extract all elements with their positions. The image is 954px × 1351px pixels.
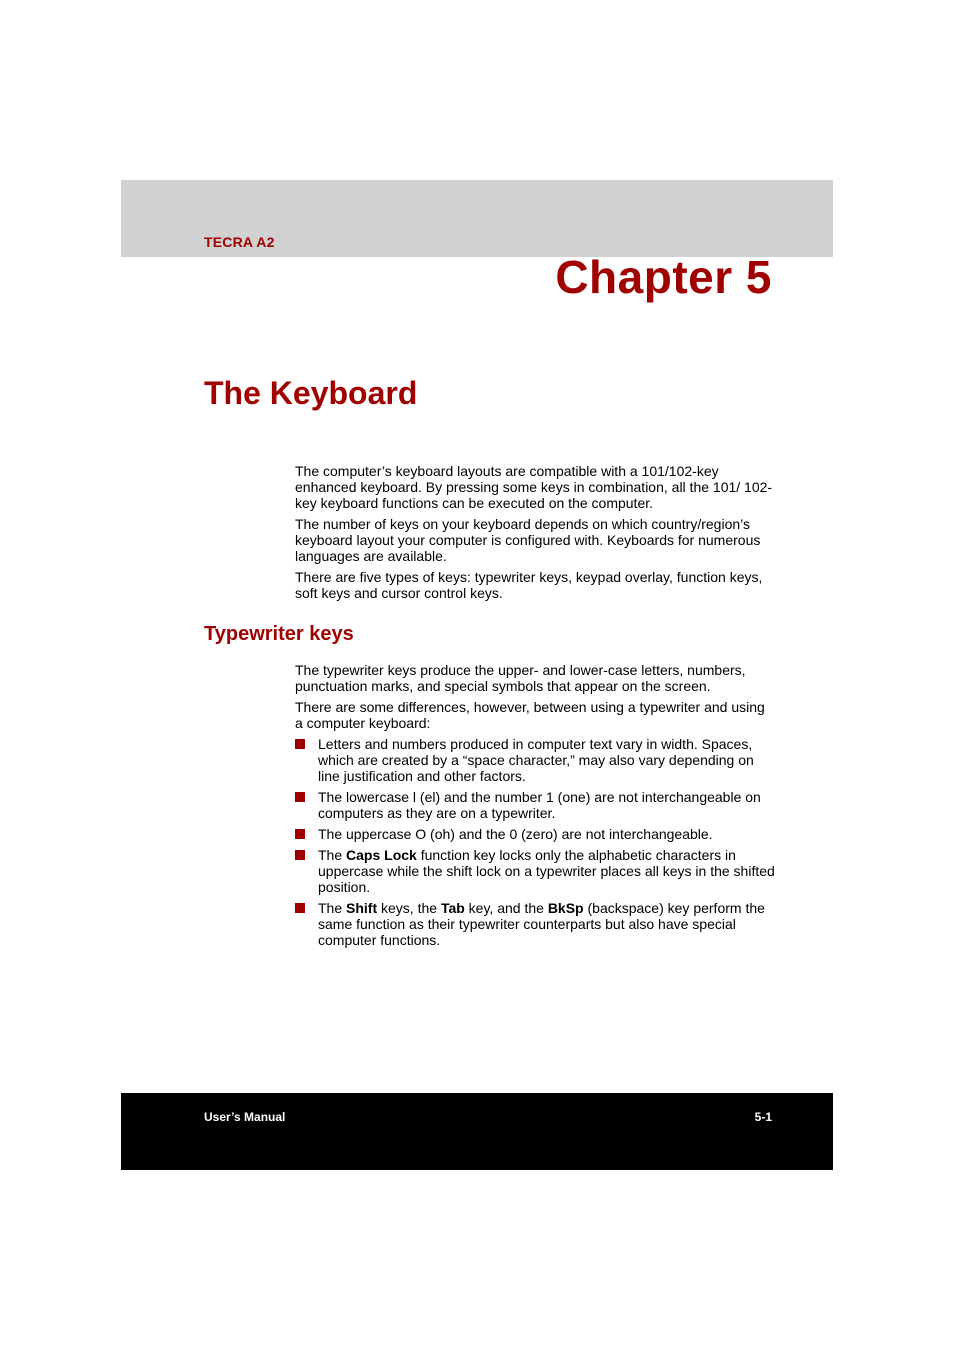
section-heading-typewriter-keys: Typewriter keys — [204, 623, 354, 645]
list-item-text: The uppercase O (oh) and the 0 (zero) are not interchangeable. — [318, 826, 713, 842]
text-fragment: (backspace) key perform the same function as their typewriter counterparts but also have special computer functions. — [318, 900, 765, 948]
bullet-square-icon — [295, 850, 305, 860]
intro-paragraph: The computer’s keyboard layouts are compatible with a 101/102-key enhanced keyboard. By pressing some keys in combination, all the 101/ 102-key keyboard functions can be executed on the computer. — [295, 463, 773, 511]
bullet-square-icon — [295, 739, 305, 749]
list-item — [295, 900, 775, 948]
list-item — [295, 826, 775, 842]
text-fragment: The — [318, 847, 347, 863]
key-name-caps-lock: Caps Lock — [346, 847, 417, 863]
differences-list — [295, 736, 775, 948]
key-name-bksp: BkSp — [547, 900, 584, 916]
list-item-text: The lowercase l (el) and the number 1 (one) are not interchangeable on computers as they are on a typewriter. — [318, 789, 761, 821]
footer-band — [121, 1093, 833, 1170]
bullet-square-icon — [295, 903, 305, 913]
text-fragment: The — [318, 900, 347, 916]
footer-manual-title: User’s Manual — [204, 1110, 286, 1124]
text-fragment: keys, the — [377, 900, 441, 916]
intro-section — [295, 463, 775, 606]
intro-paragraph: The number of keys on your keyboard depends on which country/region’s keyboard layout your computer is configured with. Keyboards for numerous languages are available. — [295, 516, 761, 564]
text-fragment: function key locks only the alphabetic characters in uppercase while the shift lock on a typewriter places all keys in the shifted position. — [318, 847, 775, 895]
chapter-title: The Keyboard — [204, 375, 418, 411]
bullet-square-icon — [295, 829, 305, 839]
page-number: 5-1 — [754, 1110, 772, 1124]
chapter-label: Chapter 5 — [555, 251, 772, 303]
intro-paragraph: There are five types of keys: typewriter keys, keypad overlay, function keys, soft keys and cursor control keys. — [295, 569, 763, 601]
text-fragment: key, and the — [464, 900, 548, 916]
list-item-text — [318, 847, 775, 895]
product-name: TECRA A2 — [204, 234, 275, 250]
typewriter-paragraph: The typewriter keys produce the upper- and lower-case letters, numbers, punctuation marks, and special symbols that appear on the screen. — [295, 662, 746, 694]
key-name-tab: Tab — [440, 900, 465, 916]
key-name-shift: Shift — [346, 900, 378, 916]
list-item — [295, 847, 775, 895]
list-item — [295, 736, 775, 784]
typewriter-paragraph: There are some differences, however, between using a typewriter and using a computer keyboard: — [295, 699, 765, 731]
list-item-text — [318, 900, 765, 948]
list-item-text: Letters and numbers produced in computer text vary in width. Spaces, which are created by a “space character,” may also vary depending on line justification and other factors. — [318, 736, 754, 784]
bullet-square-icon — [295, 792, 305, 802]
list-item — [295, 789, 775, 821]
typewriter-section — [295, 662, 775, 953]
